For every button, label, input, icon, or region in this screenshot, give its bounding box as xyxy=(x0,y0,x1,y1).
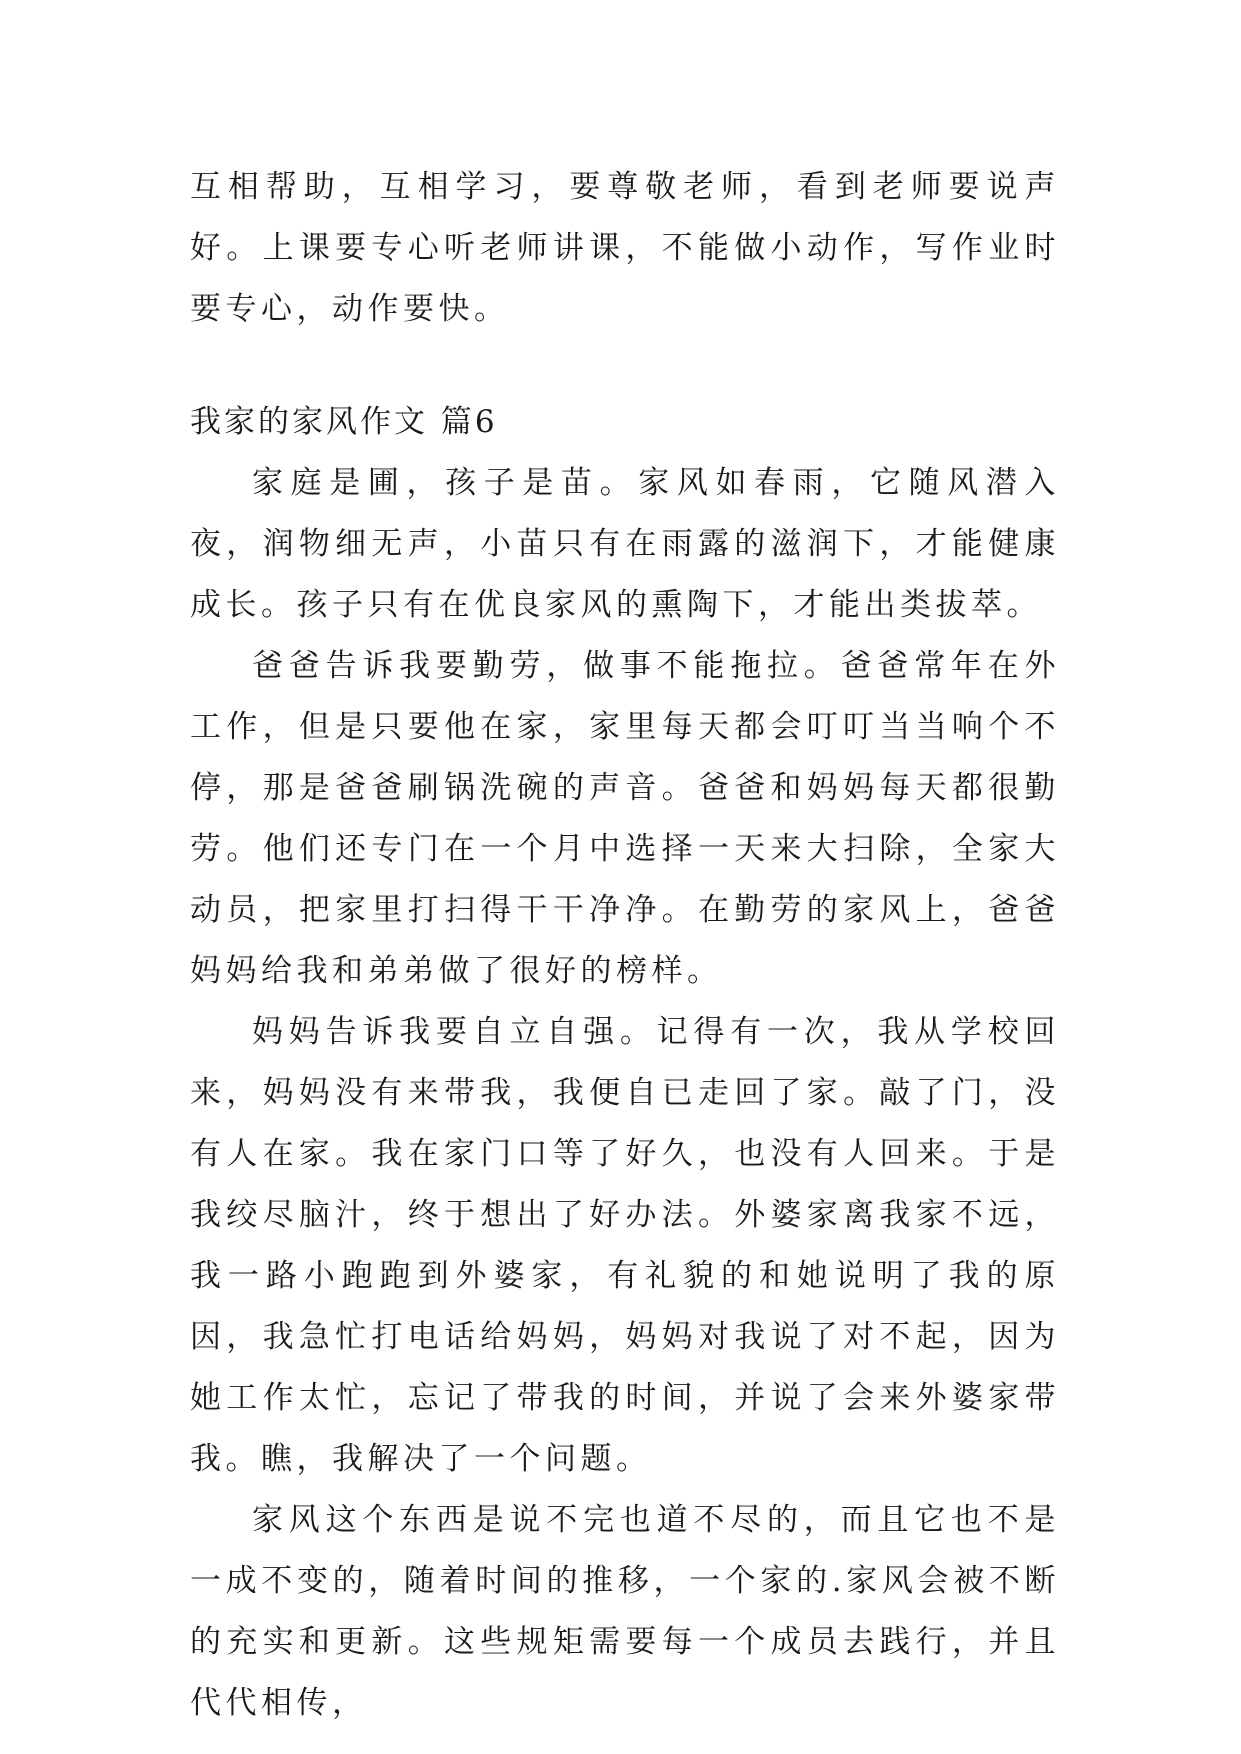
paragraph-2: 爸爸告诉我要勤劳，做事不能拖拉。爸爸常年在外工作，但是只要他在家，家里每天都会叮叮当当响个不停，那是爸爸刷锅洗碗的声音。爸爸和妈妈每天都很勤劳。他们还专门在一个月中选择一天来大扫除，全家大动员，把家里打扫得干干净净。在勤劳的家风上，爸爸妈妈给我和弟弟做了很好的榜样。 xyxy=(190,648,1060,989)
paragraph-4: 家风这个东西是说不完也道不尽的，而且它也不是一成不变的，随着时间的推移，一个家的.家风会被不断的充实和更新。这些规矩需要每一个成员去践行，并且代代相传， xyxy=(190,1502,1060,1721)
paragraph-1: 家庭是圃，孩子是苗。家风如春雨，它随风潜入夜，润物细无声，小苗只有在雨露的滋润下，才能健康成长。孩子只有在优良家风的熏陶下，才能出类拔萃。 xyxy=(190,465,1060,623)
section-title: 我家的家风作文 篇6 xyxy=(190,404,498,440)
section-body xyxy=(190,453,1060,1734)
paragraph-3: 妈妈告诉我要自立自强。记得有一次，我从学校回来，妈妈没有来带我，我便自已走回了家。敲了门，没有人在家。我在家门口等了好久，也没有人回来。于是我绞尽脑汁，终于想出了好办法。外婆家离我家不远，我一路小跑跑到外婆家，有礼貌的和她说明了我的原因，我急忙打电话给妈妈，妈妈对我说了对不起，因为她工作太忙，忘记了带我的时间，并说了会来外婆家带我。瞧，我解决了一个问题。 xyxy=(190,1014,1060,1477)
lead-paragraph: 互相帮助，互相学习，要尊敬老师，看到老师要说声好。上课要专心听老师讲课，不能做小动作，写作业时要专心，动作要快。 xyxy=(190,169,1060,327)
lead-text xyxy=(190,157,1060,340)
